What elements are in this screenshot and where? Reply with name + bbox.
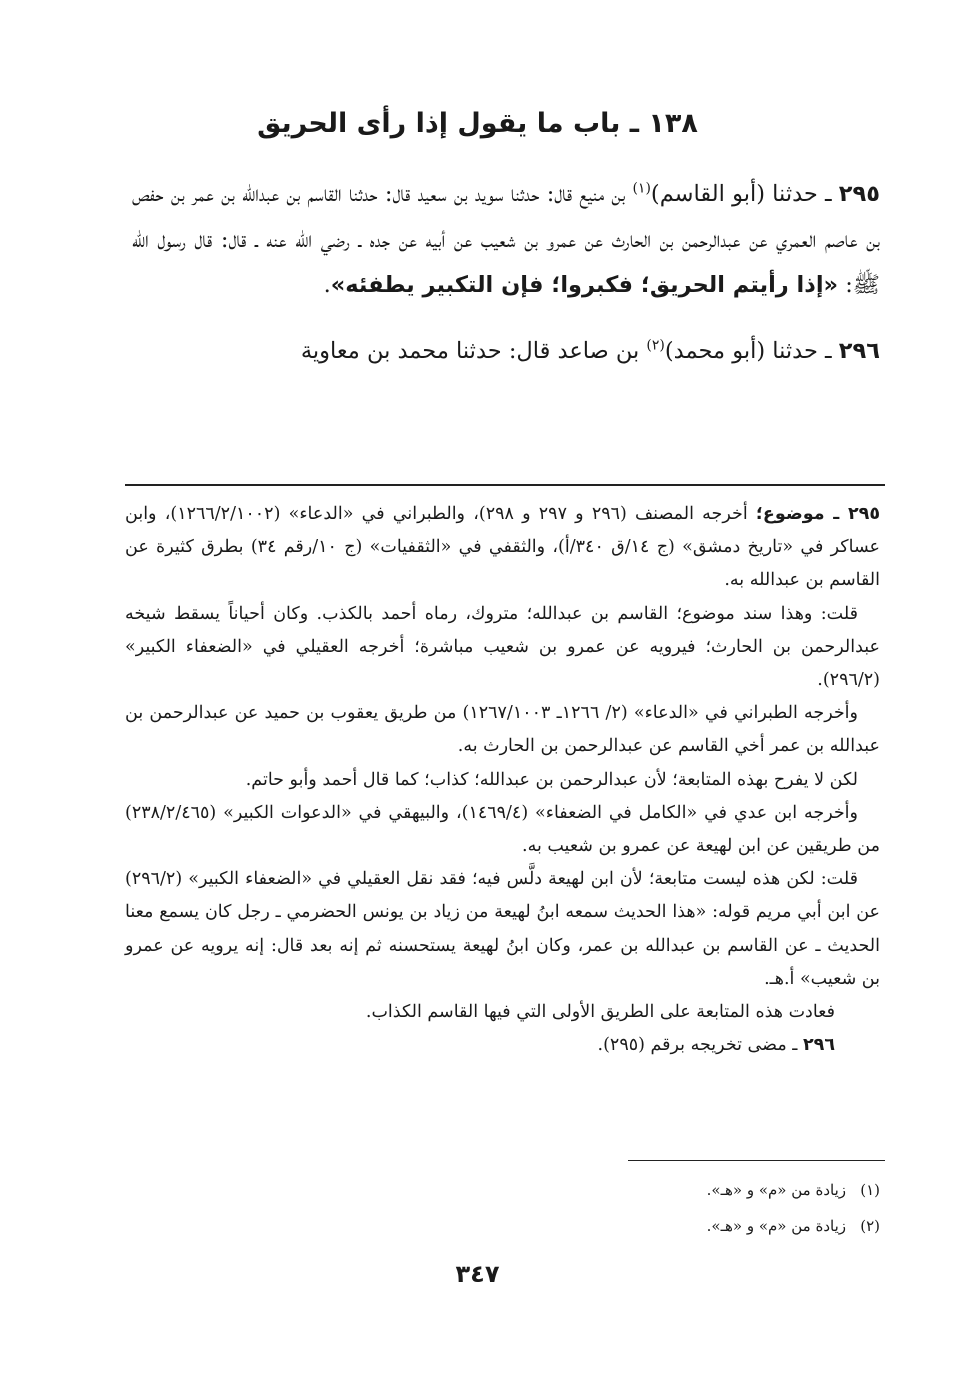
footnote-ref: (٢): [646, 337, 665, 353]
hadith-text: بن صاعد قال: حدثنا محمد بن معاوية: [300, 337, 647, 364]
note-text: أخرجه المصنف (٢٩٦ و ٢٩٧ و ٢٩٨)، والطبراني في «الدعاء» (١٢٦٦/٢/١٠٠٢)، وابن عساكر في «تاريخ دمشق» (ج ١٤/ق ٣٤٠/أ)، والثقفي في «الثقفيات» (ج ١٠/رقم ٣٤) بطرق كثيرة عن القاسم بن عبدالله به.: [125, 504, 880, 591]
footnotes: [300, 1172, 880, 1244]
footnote-text: زيادة من «م» و «هـ».: [706, 1217, 846, 1235]
hadith-end: .: [323, 272, 331, 298]
note-paragraph: قلت: لكن هذه ليست متابعة؛ لأن ابن لهيعة دلَّس فيه؛ فقد نقل العقيلي في «الضعفاء الكبير» (٢٩٦/٢) عن ابن أبي مريم قوله: «هذا الحديث سمعه ابنُ لهيعة من زياد بن يونس الحضرمي ـ رجل كان يسمع معنا الحديث ـ عن القاسم بن عبدالله بن عمر، وكان ابنُ لهيعة يستحسنه ثم إنه بعد قال: إنه يرويه عن عمرو بن شعيب» أ.هـ.: [125, 869, 880, 989]
chapter-title: ١٣٨ ـ باب ما يقول إذا رأى الحريق: [257, 108, 698, 139]
hadith-number: ٢٩٥: [838, 181, 880, 207]
hadith-296: [132, 329, 880, 375]
note-paragraph: [125, 498, 880, 598]
note-paragraph: لكن لا يفرح بهذه المتابعة؛ لأن عبدالرحمن بن عبدالله؛ كذاب؛ كما قال أحمد وأبو حاتم.: [245, 769, 858, 790]
footnote-number: (٢): [860, 1217, 880, 1235]
note-paragraph: [125, 1029, 880, 1062]
hadith-number: ٢٩٦: [838, 337, 880, 364]
note-paragraph: وأخرجه ابن عدي في «الكامل في الضعفاء» (١٤٦٩/٤)، والبيهقي في «الدعوات الكبير» (٢٣٨/٢/٤٦٥) من طريقين عن ابن لهيعة عن عمرو بن شعيب به.: [125, 802, 880, 857]
footnote-text: زيادة من «م» و «هـ».: [706, 1181, 846, 1199]
notes-divider: [125, 484, 885, 486]
note-paragraph: وأخرجه الطبراني في «الدعاء» (٢/ ١٢٦٦ـ ١٢٦٧/١٠٠٣) من طريق يعقوب بن حميد عن عبدالرحمن بن عبدالله بن عمر أخي القاسم عن عبدالرحمن بن الحارث به.: [125, 703, 880, 757]
hadith-295: [132, 172, 880, 309]
note-paragraph: قلت: وهذا سند موضوع؛ القاسم بن عبدالله؛ متروك، رماه أحمد بالكذب. وكان أحياناً يسقط شيخه عبدالرحمن بن الحارث؛ فيرويه عن عمرو بن شعيب مباشرة؛ أخرجه العقيلي في «الضعفاء الكبير» (٢٩٦/٢).: [125, 603, 880, 691]
footnote-number: (١): [860, 1181, 880, 1199]
main-text: [132, 172, 880, 374]
footnote: [300, 1172, 880, 1208]
hadith-text: بن منيع قال: حدثنا سويد بن سعيد قال: حدثنا القاسم بن عبدالله بن عمر بن حفص بن عاصم العمري عن عبدالرحمن بن الحارث عن عمرو بن شعيب عن أبيه عن جده ـ رضي الله عنه ـ قال: قال رسول الله ﷺ:: [132, 181, 880, 298]
hadith-text: ـ حدثنا (أبو القاسم): [650, 181, 839, 207]
note-number: ٢٩٥: [847, 504, 881, 524]
note-text: ـ مضى تخريجه برقم (٢٩٥).: [597, 1035, 803, 1056]
hadith-quote: «إذا رأيتم الحريق؛ فكبروا؛ فإن التكبير يطفئه»: [330, 272, 839, 298]
note-paragraph: فعادت هذه المتابعة على الطريق الأولى التي فيها القاسم الكذاب.: [365, 1002, 835, 1023]
footnote: [300, 1208, 880, 1244]
page-number: ٣٤٧: [455, 1260, 500, 1288]
note-heading: ـ موضوع؛: [755, 504, 848, 524]
note-number: ٢٩٦: [802, 1035, 835, 1056]
footnote-rule: [628, 1160, 885, 1161]
takhrij-notes: [125, 498, 880, 1062]
footnote-ref: (١): [632, 180, 651, 197]
hadith-text: ـ حدثنا (أبو محمد): [664, 337, 839, 364]
